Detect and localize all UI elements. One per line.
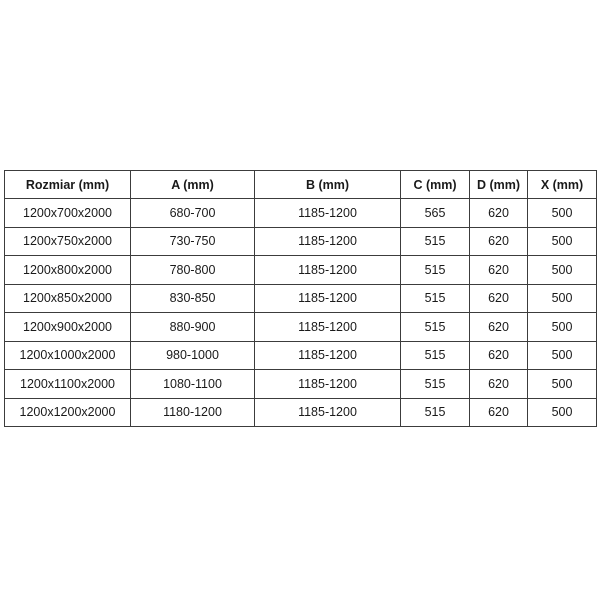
- header-b: B (mm): [255, 171, 401, 199]
- cell-size: 1200x850x2000: [5, 284, 131, 313]
- cell-c: 515: [401, 341, 470, 370]
- cell-d: 620: [470, 227, 528, 256]
- table-row: [5, 199, 597, 228]
- header-size: Rozmiar (mm): [5, 171, 131, 199]
- cell-c: 565: [401, 199, 470, 228]
- cell-d: 620: [470, 199, 528, 228]
- cell-size: 1200x700x2000: [5, 199, 131, 228]
- cell-x: 500: [528, 370, 597, 399]
- cell-a: 730-750: [131, 227, 255, 256]
- cell-size: 1200x1200x2000: [5, 398, 131, 427]
- cell-x: 500: [528, 256, 597, 285]
- cell-c: 515: [401, 370, 470, 399]
- cell-d: 620: [470, 256, 528, 285]
- cell-c: 515: [401, 313, 470, 342]
- cell-d: 620: [470, 313, 528, 342]
- cell-d: 620: [470, 370, 528, 399]
- cell-b: 1185-1200: [255, 313, 401, 342]
- header-a: A (mm): [131, 171, 255, 199]
- cell-c: 515: [401, 398, 470, 427]
- cell-size: 1200x750x2000: [5, 227, 131, 256]
- cell-x: 500: [528, 284, 597, 313]
- table-row: [5, 341, 597, 370]
- cell-x: 500: [528, 398, 597, 427]
- table-row: [5, 370, 597, 399]
- table-row: [5, 256, 597, 285]
- cell-b: 1185-1200: [255, 284, 401, 313]
- header-row: [5, 171, 597, 199]
- cell-a: 1080-1100: [131, 370, 255, 399]
- cell-c: 515: [401, 256, 470, 285]
- cell-d: 620: [470, 398, 528, 427]
- table-row: [5, 398, 597, 427]
- cell-a: 780-800: [131, 256, 255, 285]
- cell-size: 1200x1000x2000: [5, 341, 131, 370]
- cell-b: 1185-1200: [255, 341, 401, 370]
- cell-a: 980-1000: [131, 341, 255, 370]
- cell-d: 620: [470, 341, 528, 370]
- table-row: [5, 227, 597, 256]
- dimensions-table: [4, 170, 597, 427]
- cell-size: 1200x1100x2000: [5, 370, 131, 399]
- cell-x: 500: [528, 199, 597, 228]
- cell-x: 500: [528, 341, 597, 370]
- cell-b: 1185-1200: [255, 256, 401, 285]
- header-c: C (mm): [401, 171, 470, 199]
- header-d: D (mm): [470, 171, 528, 199]
- cell-d: 620: [470, 284, 528, 313]
- cell-b: 1185-1200: [255, 398, 401, 427]
- cell-c: 515: [401, 227, 470, 256]
- cell-a: 1180-1200: [131, 398, 255, 427]
- table-row: [5, 284, 597, 313]
- cell-b: 1185-1200: [255, 370, 401, 399]
- cell-a: 880-900: [131, 313, 255, 342]
- cell-c: 515: [401, 284, 470, 313]
- cell-size: 1200x800x2000: [5, 256, 131, 285]
- cell-a: 680-700: [131, 199, 255, 228]
- cell-x: 500: [528, 227, 597, 256]
- cell-a: 830-850: [131, 284, 255, 313]
- header-x: X (mm): [528, 171, 597, 199]
- table-row: [5, 313, 597, 342]
- cell-x: 500: [528, 313, 597, 342]
- cell-b: 1185-1200: [255, 199, 401, 228]
- cell-b: 1185-1200: [255, 227, 401, 256]
- cell-size: 1200x900x2000: [5, 313, 131, 342]
